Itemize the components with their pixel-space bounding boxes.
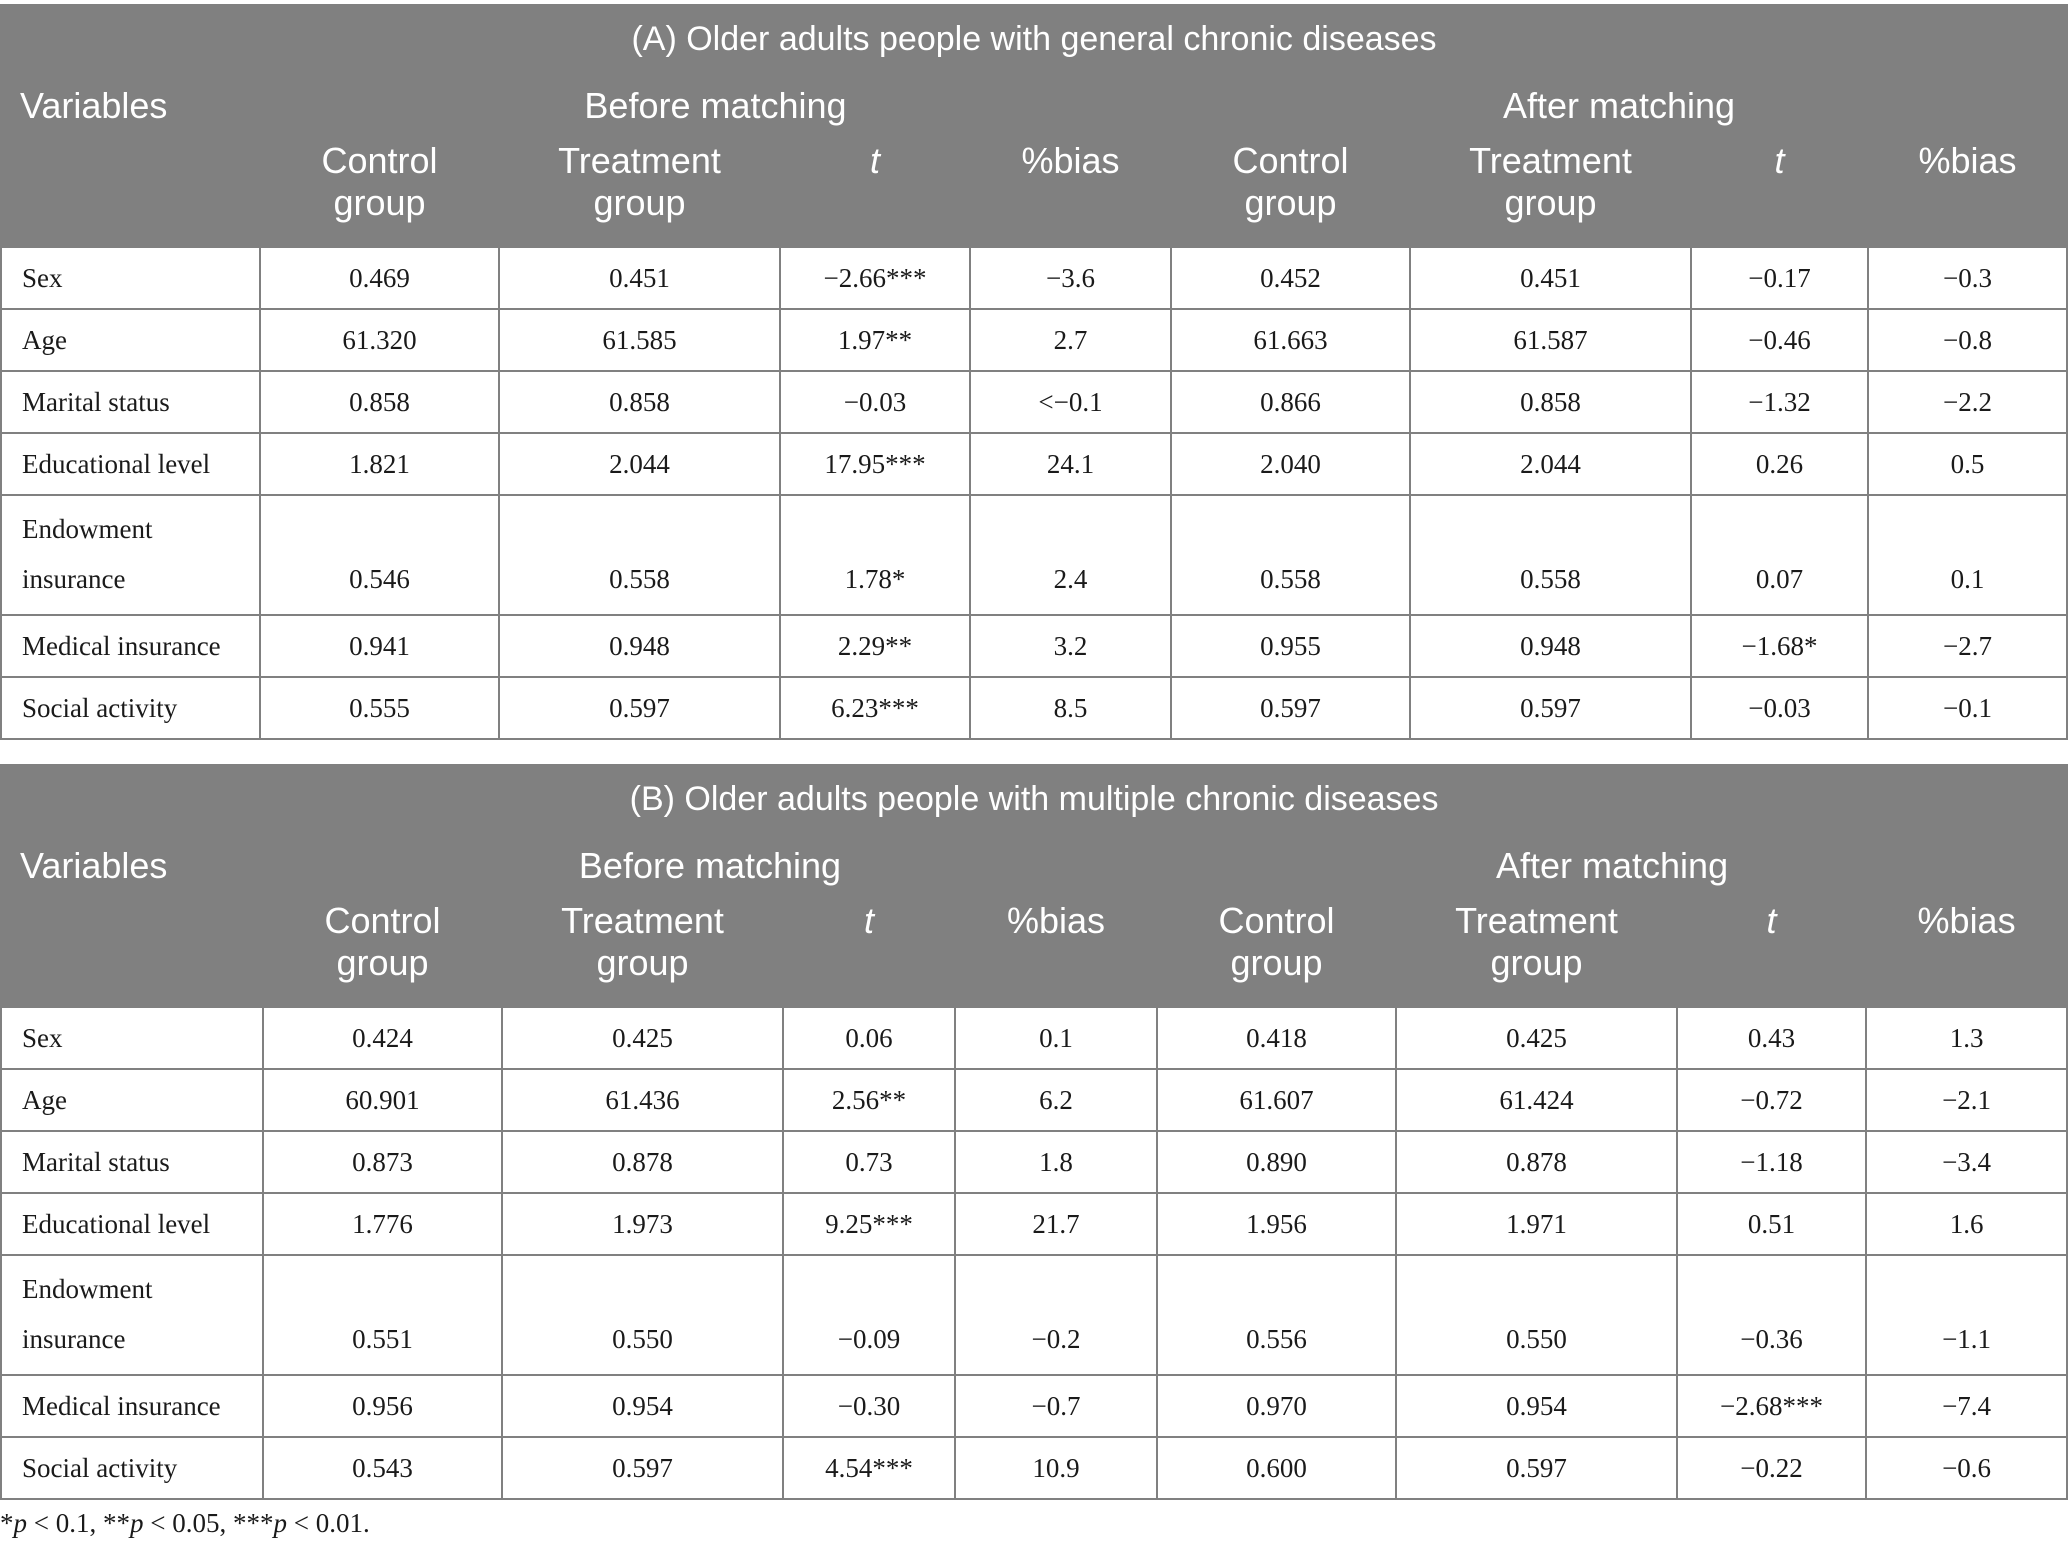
value-cell: 0.452 — [1171, 247, 1410, 309]
panel-a-table — [0, 4, 2068, 740]
table-row — [1, 677, 2067, 739]
value-cell: −0.7 — [955, 1375, 1157, 1437]
panel-b-title: (B) Older adults people with multiple chronic diseases — [1, 765, 2067, 833]
panel-b-group-header — [1, 833, 2067, 899]
value-cell: 3.2 — [970, 615, 1171, 677]
before-matching-header: Before matching — [263, 833, 1157, 899]
variable-name-cell: Age — [1, 309, 260, 371]
value-cell: 1.821 — [260, 433, 499, 495]
value-cell: −0.22 — [1677, 1437, 1866, 1499]
value-cell: 0.873 — [263, 1131, 502, 1193]
panel-b-title-row — [1, 765, 2067, 833]
value-cell: 0.5 — [1868, 433, 2067, 495]
value-cell: 9.25*** — [783, 1193, 955, 1255]
value-cell: 0.73 — [783, 1131, 955, 1193]
value-cell: 1.971 — [1396, 1193, 1677, 1255]
variable-name-cell: Social activity — [1, 677, 260, 739]
value-cell: 8.5 — [970, 677, 1171, 739]
value-cell: 2.040 — [1171, 433, 1410, 495]
value-cell: 61.424 — [1396, 1069, 1677, 1131]
control-group-header: Control group — [260, 139, 499, 247]
value-cell: 2.7 — [970, 309, 1171, 371]
value-cell: 6.23*** — [780, 677, 970, 739]
value-cell: −0.17 — [1691, 247, 1868, 309]
panel-a-title: (A) Older adults people with general chronic diseases — [1, 5, 2067, 73]
panel-a-group-header — [1, 73, 2067, 139]
table-row — [1, 495, 2067, 615]
value-cell: <−0.1 — [970, 371, 1171, 433]
value-cell: 24.1 — [970, 433, 1171, 495]
value-cell: −0.09 — [783, 1255, 955, 1375]
value-cell: 0.941 — [260, 615, 499, 677]
value-cell: 1.3 — [1866, 1007, 2067, 1069]
value-cell: 10.9 — [955, 1437, 1157, 1499]
value-cell: 0.07 — [1691, 495, 1868, 615]
variables-header: Variables — [1, 833, 263, 899]
value-cell: 61.587 — [1410, 309, 1691, 371]
variable-name-cell: Endowment insurance — [1, 1255, 263, 1375]
variable-name-cell: Age — [1, 1069, 263, 1131]
value-cell: 0.597 — [1396, 1437, 1677, 1499]
table-row — [1, 1007, 2067, 1069]
value-cell: 61.585 — [499, 309, 780, 371]
value-cell: −0.30 — [783, 1375, 955, 1437]
t-header: t — [783, 899, 955, 1007]
variable-name-cell: Sex — [1, 247, 260, 309]
panel-a-title-row — [1, 5, 2067, 73]
value-cell: 0.26 — [1691, 433, 1868, 495]
treatment-group-header: Treatment group — [1410, 139, 1691, 247]
value-cell: 0.597 — [499, 677, 780, 739]
value-cell: −0.1 — [1868, 677, 2067, 739]
value-cell: −3.4 — [1866, 1131, 2067, 1193]
value-cell: 0.424 — [263, 1007, 502, 1069]
treatment-group-header: Treatment group — [1396, 899, 1677, 1007]
table-row — [1, 433, 2067, 495]
value-cell: 0.551 — [263, 1255, 502, 1375]
value-cell: 2.044 — [1410, 433, 1691, 495]
after-matching-header: After matching — [1171, 73, 2067, 139]
value-cell: 0.550 — [502, 1255, 783, 1375]
variable-name-cell: Educational level — [1, 1193, 263, 1255]
significance-footnote: *p < 0.1, **p < 0.05, ***p < 0.01. — [0, 1508, 370, 1538]
value-cell: 0.1 — [955, 1007, 1157, 1069]
value-cell: 0.06 — [783, 1007, 955, 1069]
panel-b-column-header — [1, 899, 2067, 1007]
value-cell: 0.878 — [502, 1131, 783, 1193]
table-row — [1, 1375, 2067, 1437]
value-cell: 1.956 — [1157, 1193, 1396, 1255]
value-cell: −0.2 — [955, 1255, 1157, 1375]
value-cell: 0.451 — [1410, 247, 1691, 309]
value-cell: 0.469 — [260, 247, 499, 309]
value-cell: 0.425 — [1396, 1007, 1677, 1069]
bias-header: %bias — [970, 139, 1171, 247]
empty-header-cell — [1, 899, 263, 1007]
variable-name-cell: Marital status — [1, 1131, 263, 1193]
value-cell: 61.436 — [502, 1069, 783, 1131]
value-cell: 1.776 — [263, 1193, 502, 1255]
variable-name-cell: Social activity — [1, 1437, 263, 1499]
t-header: t — [780, 139, 970, 247]
value-cell: −0.03 — [1691, 677, 1868, 739]
value-cell: −0.8 — [1868, 309, 2067, 371]
value-cell: 0.948 — [499, 615, 780, 677]
table-row — [1, 1193, 2067, 1255]
variable-name-cell: Medical insurance — [1, 615, 260, 677]
value-cell: −0.3 — [1868, 247, 2067, 309]
variable-name-cell: Medical insurance — [1, 1375, 263, 1437]
value-cell: 0.956 — [263, 1375, 502, 1437]
value-cell: −1.32 — [1691, 371, 1868, 433]
value-cell: −7.4 — [1866, 1375, 2067, 1437]
variable-name-cell: Educational level — [1, 433, 260, 495]
bias-header: %bias — [1868, 139, 2067, 247]
value-cell: 0.1 — [1868, 495, 2067, 615]
value-cell: 0.948 — [1410, 615, 1691, 677]
value-cell: 0.955 — [1171, 615, 1410, 677]
value-cell: 6.2 — [955, 1069, 1157, 1131]
value-cell: 0.858 — [1410, 371, 1691, 433]
value-cell: −1.1 — [1866, 1255, 2067, 1375]
value-cell: −2.2 — [1868, 371, 2067, 433]
value-cell: 0.970 — [1157, 1375, 1396, 1437]
variables-header: Variables — [1, 73, 260, 139]
table-row — [1, 1069, 2067, 1131]
value-cell: 4.54*** — [783, 1437, 955, 1499]
t-header: t — [1677, 899, 1866, 1007]
value-cell: 0.954 — [502, 1375, 783, 1437]
bias-header: %bias — [1866, 899, 2067, 1007]
treatment-group-header: Treatment group — [502, 899, 783, 1007]
table-row — [1, 247, 2067, 309]
value-cell: 0.600 — [1157, 1437, 1396, 1499]
value-cell: 0.43 — [1677, 1007, 1866, 1069]
value-cell: 2.044 — [499, 433, 780, 495]
table-row — [1, 615, 2067, 677]
value-cell: −0.36 — [1677, 1255, 1866, 1375]
empty-header-cell — [1, 139, 260, 247]
value-cell: 0.858 — [499, 371, 780, 433]
after-matching-header: After matching — [1157, 833, 2067, 899]
value-cell: 0.556 — [1157, 1255, 1396, 1375]
value-cell: −0.6 — [1866, 1437, 2067, 1499]
value-cell: 1.6 — [1866, 1193, 2067, 1255]
value-cell: 0.858 — [260, 371, 499, 433]
value-cell: 2.29** — [780, 615, 970, 677]
value-cell: 0.555 — [260, 677, 499, 739]
panel-a-column-header — [1, 139, 2067, 247]
value-cell: −0.46 — [1691, 309, 1868, 371]
value-cell: −2.68*** — [1677, 1375, 1866, 1437]
variable-name-cell: Sex — [1, 1007, 263, 1069]
control-group-header: Control group — [263, 899, 502, 1007]
value-cell: 0.878 — [1396, 1131, 1677, 1193]
value-cell: 0.558 — [1171, 495, 1410, 615]
bias-header: %bias — [955, 899, 1157, 1007]
table-row — [1, 1255, 2067, 1375]
value-cell: 0.954 — [1396, 1375, 1677, 1437]
value-cell: 61.320 — [260, 309, 499, 371]
value-cell: 0.550 — [1396, 1255, 1677, 1375]
value-cell: 0.558 — [1410, 495, 1691, 615]
value-cell: 0.866 — [1171, 371, 1410, 433]
value-cell: 2.56** — [783, 1069, 955, 1131]
value-cell: 2.4 — [970, 495, 1171, 615]
value-cell: 0.597 — [1410, 677, 1691, 739]
panel-b-table — [0, 764, 2068, 1500]
value-cell: 0.546 — [260, 495, 499, 615]
value-cell: 1.8 — [955, 1131, 1157, 1193]
table-row — [1, 309, 2067, 371]
value-cell: 0.51 — [1677, 1193, 1866, 1255]
value-cell: −0.72 — [1677, 1069, 1866, 1131]
control-group-header: Control group — [1171, 139, 1410, 247]
variable-name-cell: Marital status — [1, 371, 260, 433]
table-row — [1, 1131, 2067, 1193]
value-cell: 21.7 — [955, 1193, 1157, 1255]
value-cell: 0.425 — [502, 1007, 783, 1069]
value-cell: 0.451 — [499, 247, 780, 309]
value-cell: −1.18 — [1677, 1131, 1866, 1193]
value-cell: 17.95*** — [780, 433, 970, 495]
value-cell: 0.418 — [1157, 1007, 1396, 1069]
value-cell: 0.558 — [499, 495, 780, 615]
before-matching-header: Before matching — [260, 73, 1171, 139]
value-cell: −2.66*** — [780, 247, 970, 309]
value-cell: −2.7 — [1868, 615, 2067, 677]
value-cell: 60.901 — [263, 1069, 502, 1131]
table-row — [1, 1437, 2067, 1499]
value-cell: 0.890 — [1157, 1131, 1396, 1193]
value-cell: 1.97** — [780, 309, 970, 371]
value-cell: −3.6 — [970, 247, 1171, 309]
value-cell: −1.68* — [1691, 615, 1868, 677]
value-cell: 61.663 — [1171, 309, 1410, 371]
value-cell: 0.543 — [263, 1437, 502, 1499]
value-cell: −0.03 — [780, 371, 970, 433]
value-cell: 1.78* — [780, 495, 970, 615]
variable-name-cell: Endowment insurance — [1, 495, 260, 615]
table-row — [1, 371, 2067, 433]
value-cell: 1.973 — [502, 1193, 783, 1255]
t-header: t — [1691, 139, 1868, 247]
treatment-group-header: Treatment group — [499, 139, 780, 247]
value-cell: 61.607 — [1157, 1069, 1396, 1131]
value-cell: −2.1 — [1866, 1069, 2067, 1131]
value-cell: 0.597 — [1171, 677, 1410, 739]
control-group-header: Control group — [1157, 899, 1396, 1007]
value-cell: 0.597 — [502, 1437, 783, 1499]
